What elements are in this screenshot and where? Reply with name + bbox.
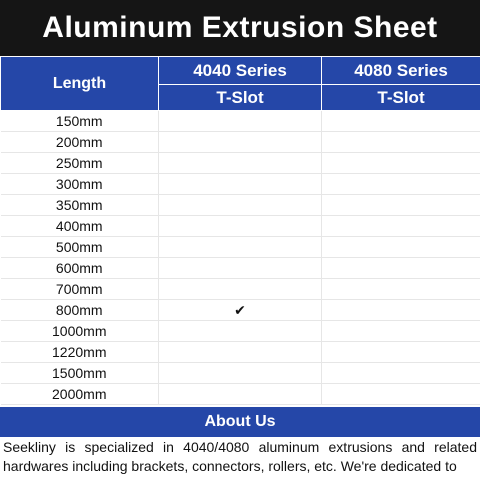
table-row — [1, 195, 480, 216]
length-cell: 700mm — [1, 279, 159, 300]
length-cell: 400mm — [1, 216, 159, 237]
series-4080-cell — [322, 300, 480, 321]
series-4040-cell — [159, 384, 322, 405]
table-row — [1, 111, 480, 132]
series-4080-cell — [322, 237, 480, 258]
series-4040-cell — [159, 321, 322, 342]
series-4040-cell — [159, 216, 322, 237]
length-cell: 300mm — [1, 174, 159, 195]
series-4040-cell — [159, 342, 322, 363]
series-4080-cell — [322, 195, 480, 216]
series-4080-cell — [322, 384, 480, 405]
length-cell: 600mm — [1, 258, 159, 279]
series-4080-cell — [322, 132, 480, 153]
series-4080-cell — [322, 363, 480, 384]
series-4080-cell — [322, 342, 480, 363]
table-body — [1, 111, 480, 405]
table-row — [1, 300, 480, 321]
series-4080-cell — [322, 153, 480, 174]
about-heading: About Us — [0, 406, 480, 437]
series-4080-cell — [322, 321, 480, 342]
length-cell: 2000mm — [1, 384, 159, 405]
length-cell: 1500mm — [1, 363, 159, 384]
length-header: Length — [1, 57, 159, 111]
length-cell: 1000mm — [1, 321, 159, 342]
series-4040-cell — [159, 111, 322, 132]
table-row — [1, 363, 480, 384]
series-4040-cell — [159, 174, 322, 195]
table-row — [1, 384, 480, 405]
series-4040-cell — [159, 237, 322, 258]
extrusion-table — [0, 56, 480, 405]
length-cell: 350mm — [1, 195, 159, 216]
series-4080-cell — [322, 279, 480, 300]
series-4080-cell — [322, 216, 480, 237]
table-row — [1, 237, 480, 258]
table-row — [1, 258, 480, 279]
table-row — [1, 174, 480, 195]
length-cell: 800mm — [1, 300, 159, 321]
series-4040-cell — [159, 195, 322, 216]
series-4080-header: 4080 Series — [322, 57, 480, 85]
series-4040-cell — [159, 153, 322, 174]
sheet-title: Aluminum Extrusion Sheet — [0, 0, 480, 56]
series-4040-cell — [159, 132, 322, 153]
length-cell: 1220mm — [1, 342, 159, 363]
table-row — [1, 216, 480, 237]
table-row — [1, 132, 480, 153]
series-4040-cell — [159, 279, 322, 300]
series-4080-cell — [322, 258, 480, 279]
series-4040-cell — [159, 258, 322, 279]
series-4040-type: T-Slot — [159, 85, 322, 111]
table-row — [1, 321, 480, 342]
series-4040-header: 4040 Series — [159, 57, 322, 85]
table-row — [1, 153, 480, 174]
series-4080-cell — [322, 174, 480, 195]
length-cell: 200mm — [1, 132, 159, 153]
series-4040-cell — [159, 363, 322, 384]
series-4080-cell — [322, 111, 480, 132]
series-4080-type: T-Slot — [322, 85, 480, 111]
series-4040-cell: ✔ — [159, 300, 322, 321]
table-row — [1, 342, 480, 363]
length-cell: 250mm — [1, 153, 159, 174]
length-cell: 150mm — [1, 111, 159, 132]
length-cell: 500mm — [1, 237, 159, 258]
table-row — [1, 279, 480, 300]
about-text: Seekliny is specialized in 4040/4080 aluminum extrusions and related hardwares including brackets, connectors, rollers, etc. We're dedicated to — [3, 439, 477, 474]
